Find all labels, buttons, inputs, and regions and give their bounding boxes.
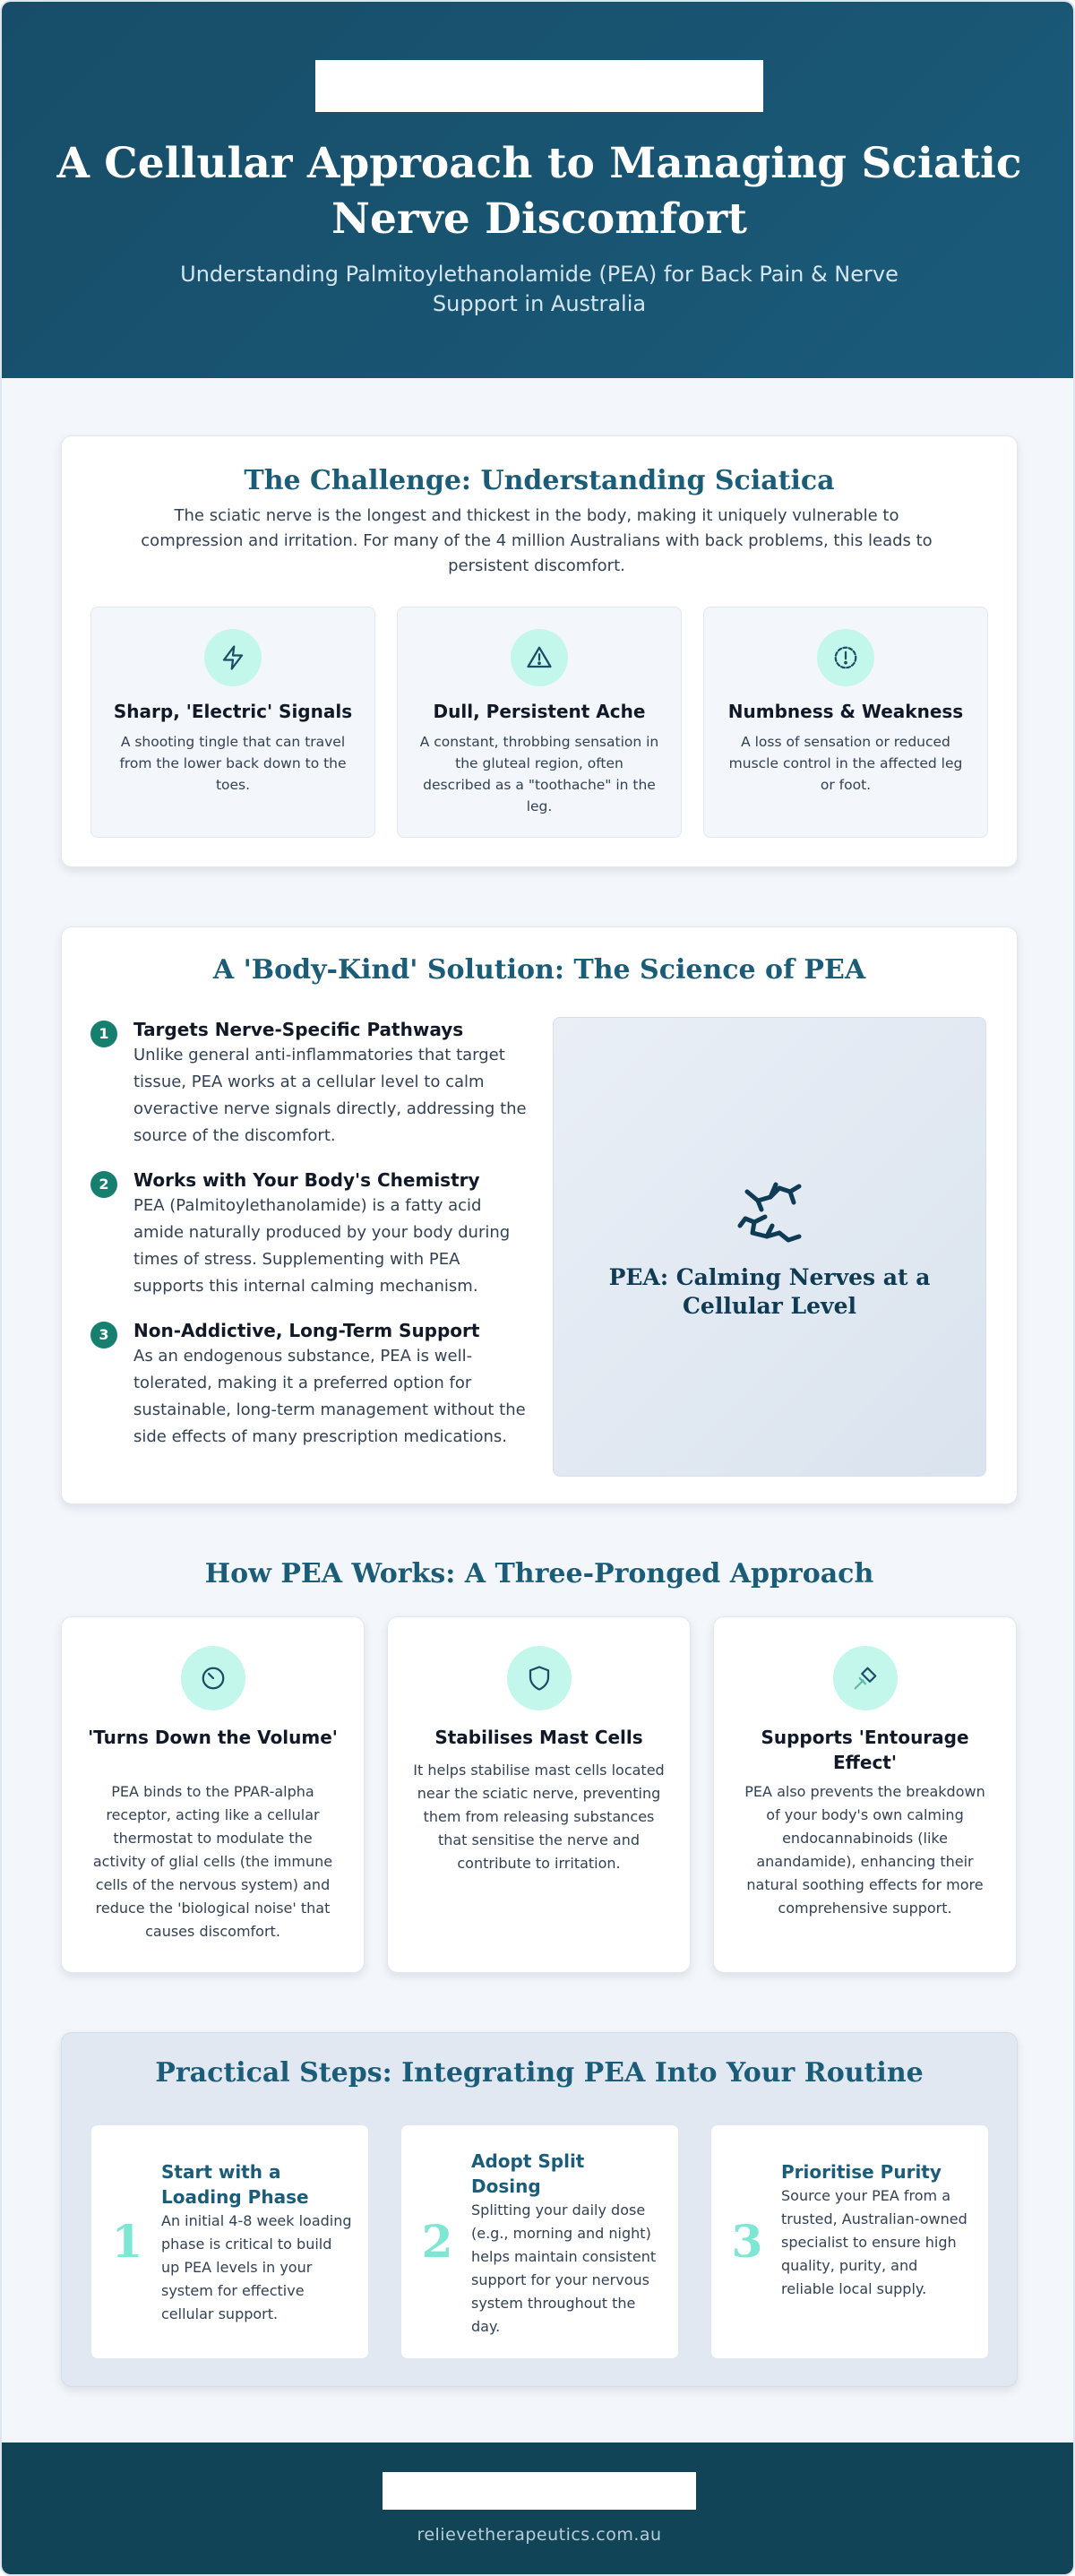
- logo-placeholder: [315, 60, 763, 112]
- pea-visual-panel: [553, 1017, 986, 1477]
- pin-icon: [833, 1646, 898, 1710]
- solution-title: A 'Body-Kind' Solution: The Science of PEA: [212, 954, 866, 986]
- point-desc: Unlike general anti-inflammatories that target tissue, PEA works at a cellular level to calm overactive nerve signals directly, addressing the source of the discomfort.: [133, 1046, 527, 1145]
- gauge-icon: [181, 1646, 245, 1710]
- point-title: Works with Your Body's Chemistry: [133, 1169, 480, 1191]
- symptom-desc: A loss of sensation or reduced muscle control in the affected leg or foot.: [728, 734, 963, 793]
- visual-caption: PEA: Calming Nerves at a Cellular Level: [608, 1264, 931, 1319]
- step-title: Prioritise Purity: [781, 2161, 942, 2183]
- step-title: Adopt Split Dosing: [471, 2150, 585, 2197]
- warning-icon: [511, 629, 568, 686]
- nerve-cell-icon: [735, 1177, 806, 1249]
- challenge-section: [61, 435, 1018, 867]
- point-desc: As an endogenous substance, PEA is well-tolerated, making it a preferred option for sustainable, long-term management without the side effects of many prescription medications.: [133, 1347, 526, 1446]
- number-badge: 1: [90, 1021, 117, 1047]
- symptom-title: Dull, Persistent Ache: [433, 701, 646, 722]
- step-desc: Splitting your daily dose (e.g., morning and night) helps maintain consistent support for your nervous system throughout the day.: [471, 2201, 657, 2335]
- lightning-icon: [204, 629, 262, 686]
- hero-header: [2, 2, 1075, 378]
- challenge-intro: The sciatic nerve is the longest and thickest in the body, making it uniquely vulnerable to compression and irritation. For many of the 4 million Australians with back problems, this leads to persistent discomfort.: [141, 506, 933, 575]
- page-subtitle: Understanding Palmitoylethanolamide (PEA) for Back Pain & Nerve Support in Australia: [180, 262, 899, 316]
- step-desc: Source your PEA from a trusted, Australian-owned specialist to ensure high quality, purity, and reliable local supply.: [781, 2187, 968, 2297]
- mechanism-title: 'Turns Down the Volume': [88, 1727, 338, 1748]
- point-desc: PEA (Palmitoylethanolamide) is a fatty acid amide naturally produced by your body during times of stress. Supplementing with PEA supports this internal calming mechanism.: [133, 1196, 511, 1296]
- challenge-title: The Challenge: Understanding Sciatica: [244, 465, 835, 496]
- number-badge: 3: [90, 1322, 117, 1348]
- mechanism-card: [61, 1616, 365, 1973]
- footer-url[interactable]: relievetherapeutics.com.au: [417, 2525, 662, 2545]
- mechanism-card: [387, 1616, 691, 1973]
- point-title: Non-Addictive, Long-Term Support: [133, 1320, 480, 1341]
- step-number: 2: [421, 2215, 453, 2268]
- step-card: [400, 2124, 679, 2359]
- step-desc: An initial 4-8 week loading phase is critical to build up PEA levels in your system for effective cellular support.: [161, 2212, 352, 2322]
- mechanism-desc: It helps stabilise mast cells located near the sciatic nerve, preventing them from releasing substances that sensitise the nerve and contribute to irritation.: [413, 1762, 665, 1872]
- alert-circle-icon: [817, 629, 874, 686]
- step-title: Start with a Loading Phase: [161, 2161, 309, 2208]
- step-card: [710, 2124, 989, 2359]
- page-title: A Cellular Approach to Managing Sciatic Nerve Discomfort: [56, 139, 1022, 244]
- mechanism-card: [713, 1616, 1017, 1973]
- step-card: [90, 2124, 369, 2359]
- step-number: 3: [731, 2215, 763, 2268]
- mechanism-desc: PEA binds to the PPAR-alpha receptor, acting like a cellular thermostat to modulate the activity of glial cells (the immune cells of the nervous system) and reduce the 'biological noise' that causes discomfort.: [92, 1783, 333, 1940]
- symptom-card: [397, 607, 682, 838]
- symptom-desc: A shooting tingle that can travel from the lower back down to the toes.: [119, 734, 347, 793]
- solution-section: [61, 926, 1018, 1504]
- how-title: How PEA Works: A Three-Pronged Approach: [204, 1558, 874, 1590]
- point-title: Targets Nerve-Specific Pathways: [133, 1019, 464, 1040]
- symptom-card: [703, 607, 988, 838]
- symptom-desc: A constant, throbbing sensation in the gluteal region, often described as a "toothache" in the leg.: [419, 734, 659, 814]
- symptom-card: [90, 607, 375, 838]
- practical-steps-section: [61, 2032, 1018, 2387]
- mechanism-desc: PEA also prevents the breakdown of your body's own calming endocannabinoids (like anandamide), enhancing their natural soothing effects for more comprehensive support.: [744, 1783, 985, 1917]
- mechanism-title: Supports 'Entourage Effect': [761, 1727, 969, 1773]
- step-number: 1: [111, 2215, 143, 2268]
- steps-title: Practical Steps: Integrating PEA Into Your Routine: [155, 2057, 924, 2089]
- footer-logo-placeholder: [383, 2472, 696, 2510]
- footer: [2, 2442, 1075, 2576]
- number-badge: 2: [90, 1171, 117, 1198]
- symptom-title: Sharp, 'Electric' Signals: [113, 701, 353, 722]
- shield-icon: [507, 1646, 572, 1710]
- mechanism-title: Stabilises Mast Cells: [434, 1727, 643, 1748]
- symptom-title: Numbness & Weakness: [727, 701, 964, 722]
